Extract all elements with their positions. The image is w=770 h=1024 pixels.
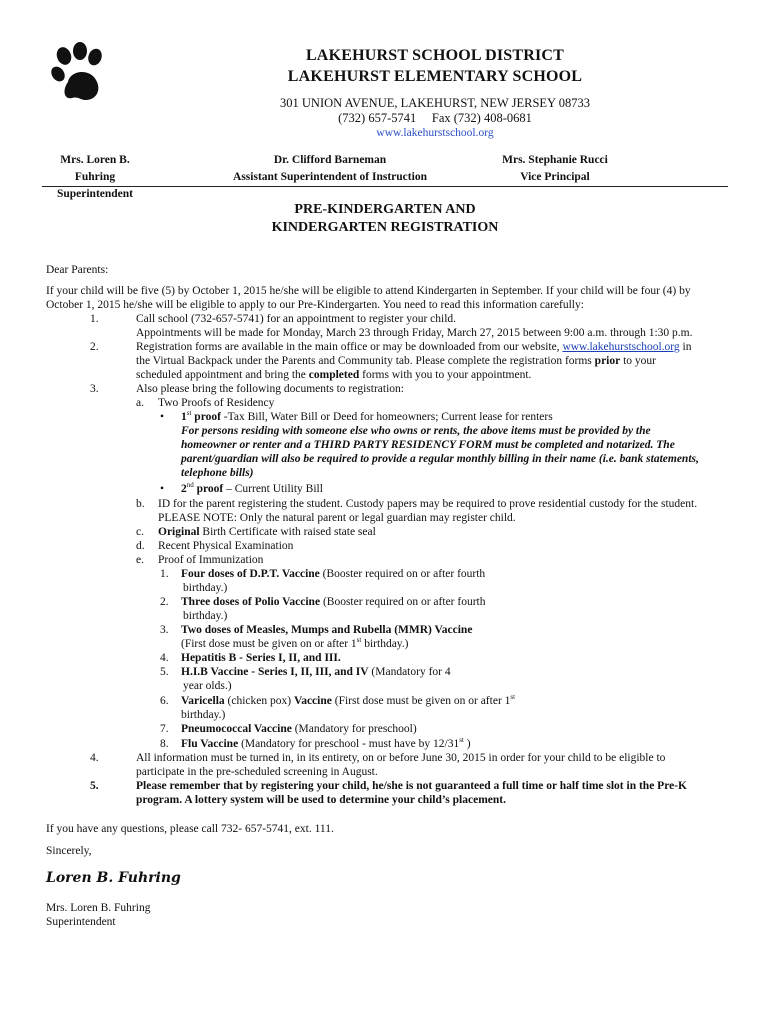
staff-name: Mrs. Stephanie Rucci (502, 154, 608, 166)
list-item-2-cont: the Virtual Backpack under the Parents and Community tab. Please complete the registration forms prior to your (136, 355, 657, 367)
residency-note: parent/guardian will also be required to provide a regular monthly billing in their name (i.e. bank statements, (181, 453, 699, 465)
document-title (150, 201, 620, 237)
paw-print-icon (50, 42, 108, 104)
vaccine-item-4: 4. Hepatitis B - Series I, II, and III. (160, 652, 341, 664)
phone-fax (150, 111, 720, 125)
intro-line-2: October 1, 2015 he/she will be eligible to apply to our Pre-Kindergarten. You need to read this information carefully: (46, 299, 584, 311)
vaccine-item-2: 2. Three doses of Polio Vaccine (Booster required on or after fourth (160, 596, 486, 608)
signer-name: Mrs. Loren B. Fuhring (46, 902, 151, 914)
sub-item-c: c. Original Birth Certificate with raised state seal (136, 526, 376, 538)
school-address: 301 UNION AVENUE, LAKEHURST, NEW JERSEY 08733 (280, 96, 590, 110)
staff-vice-principal (490, 152, 620, 186)
residency-proof-1: • 1st proof -Tax Bill, Water Bill or Deed for homeowners; Current lease for renters (160, 409, 553, 423)
title-line-2: KINDERGARTEN REGISTRATION (271, 220, 499, 235)
sub-item-d: d. Recent Physical Examination (136, 540, 294, 552)
item-number: 4. (90, 752, 99, 764)
list-item-2-cont: scheduled appointment and bring the completed forms with you to your appointment. (136, 369, 532, 381)
list-item-3: 3. Also please bring the following documents to registration: (90, 383, 404, 395)
sincerely: Sincerely, (46, 845, 92, 857)
vaccine-item-6: 6. Varicella (chicken pox) Vaccine (First dose must be given on or after 1st (160, 693, 516, 707)
list-item-2: 2. Registration forms are available in the main office or may be downloaded from our website, www.lakehurstschool.org in (90, 341, 692, 353)
staff-assistant-superintendent (220, 152, 440, 186)
signer-title: Superintendent (46, 916, 116, 928)
sub-item-e: e. Proof of Immunization (136, 554, 264, 566)
sub-item-b-cont: PLEASE NOTE: Only the natural parent or legal guardian may register child. (158, 512, 516, 524)
sub-item-b: b. ID for the parent registering the student. Custody papers may be required to prove residential custody for the student. (136, 498, 698, 510)
signature: Loren B. Fuhring (46, 870, 181, 886)
vaccine-item-8: 8. Flu Vaccine (Mandatory for preschool - must have by 12/31st ) (160, 736, 471, 750)
vaccine-item-1-cont: birthday.) (183, 582, 228, 594)
residency-proof-2: • 2nd proof – Current Utility Bill (160, 481, 323, 495)
title-line-1: PRE-KINDERGARTEN AND (294, 202, 476, 217)
staff-name: Dr. Clifford Barneman (273, 154, 387, 166)
bullet-icon: • (160, 483, 165, 495)
header-divider (42, 186, 728, 187)
vaccine-item-3: 3. Two doses of Measles, Mumps and Rubella (MMR) Vaccine (160, 624, 473, 636)
website-link-inline[interactable]: www.lakehurstschool.org (562, 341, 680, 353)
item-number: 1. (90, 313, 99, 325)
staff-title: Assistant Superintendent of Instruction (233, 171, 427, 183)
residency-note: homeowner or renter and a THIRD PARTY RESIDENCY FORM must be completed and notarized. The (181, 439, 675, 451)
vaccine-item-5-cont: year olds.) (183, 680, 232, 692)
staff-superintendent (40, 152, 150, 203)
vaccine-item-3-cont: (First dose must be given on or after 1st birthday.) (181, 636, 409, 650)
salutation: Dear Parents: (46, 264, 109, 276)
list-item-5: 5. Please remember that by registering your child, he/she is not guaranteed a full time or half time slot in the Pre-K (90, 780, 687, 792)
staff-title: Superintendent (56, 188, 134, 200)
list-item-5-cont: program. A lottery system will be used to determine your child’s placement. (136, 794, 506, 806)
questions-line: If you have any questions, please call 732- 657-5741, ext. 111. (46, 823, 334, 835)
district-name: LAKEHURST SCHOOL DISTRICT (305, 47, 565, 64)
staff-title: Vice Principal (520, 171, 590, 183)
bullet-icon: • (160, 411, 165, 423)
list-item-4-cont: participate in the pre-scheduled screening in August. (136, 766, 378, 778)
vaccine-item-6-cont: birthday.) (181, 709, 226, 721)
vaccine-item-2-cont: birthday.) (183, 610, 228, 622)
phone-number: (732) 657-5741 (338, 111, 417, 125)
vaccine-item-1: 1. Four doses of D.P.T. Vaccine (Booster required on or after fourth (160, 568, 486, 580)
item-number: 2. (90, 341, 99, 353)
intro-line-1: If your child will be five (5) by October 1, 2015 he/she will be eligible to attend Kindergarten in September. If your child will be four (4) by (46, 285, 691, 297)
list-item-4: 4. All information must be turned in, in its entirety, on or before June 30, 2015 in order for your child to be eligible to (90, 752, 666, 764)
residency-note: For persons residing with someone else who owns or rents, the above items must be provided by the (181, 425, 651, 437)
vaccine-item-7: 7. Pneumococcal Vaccine (Mandatory for preschool) (160, 723, 417, 735)
fax-number: Fax (732) 408-0681 (431, 111, 532, 125)
residency-note: telephone bills) (181, 467, 254, 479)
vaccine-item-5: 5. H.I.B Vaccine - Series I, II, III, and IV (Mandatory for 4 (160, 666, 451, 678)
staff-name: Mrs. Loren B. Fuhring (60, 154, 130, 183)
list-item-1-cont: Appointments will be made for Monday, March 23 through Friday, March 27, 2015 between 9:00 a.m. through 1:30 p.m. (136, 327, 693, 339)
item-number: 3. (90, 383, 99, 395)
school-name: LAKEHURST ELEMENTARY SCHOOL (287, 68, 583, 85)
sub-item-a: a. Two Proofs of Residency (136, 397, 275, 409)
item-number: 5. (90, 780, 99, 792)
list-item-1: 1. Call school (732-657-5741) for an appointment to register your child. (90, 313, 457, 325)
website-link[interactable]: www.lakehurstschool.org (376, 127, 494, 139)
